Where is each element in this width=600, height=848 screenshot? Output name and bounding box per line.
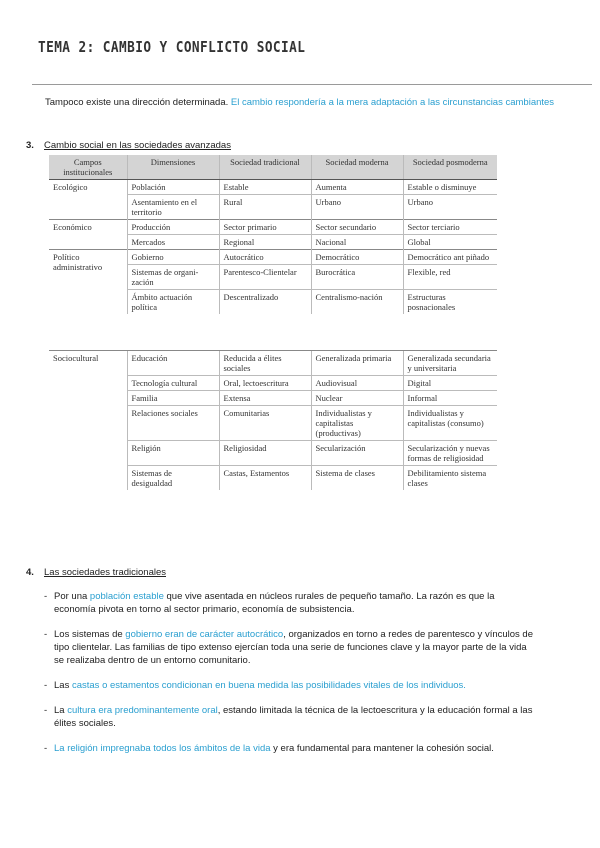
institutional-field-cell: Político administrativo bbox=[49, 250, 127, 315]
table-cell: Regional bbox=[219, 235, 311, 250]
section-3-label: Cambio social en las sociedades avanzadas bbox=[44, 140, 231, 151]
table-cell: Sector terciario bbox=[403, 220, 497, 235]
table-row bbox=[49, 351, 497, 376]
table-cell: Estable bbox=[219, 180, 311, 195]
intro-highlight: El cambio respondería a la mera adaptación a las circunstancias cambiantes bbox=[230, 97, 555, 108]
bullet-item bbox=[44, 704, 534, 730]
table-cell: Global bbox=[403, 235, 497, 250]
bullet-item bbox=[44, 679, 534, 692]
table-cell: Debilitamiento sistema clases bbox=[403, 466, 497, 491]
table-cell: Producción bbox=[127, 220, 219, 235]
institutional-field-cell: Sociocultural bbox=[49, 351, 127, 491]
table-cell: Religiosidad bbox=[219, 441, 311, 466]
table-cell: Aumenta bbox=[311, 180, 403, 195]
institutional-field-cell: Ecológico bbox=[49, 180, 127, 220]
table-cell: Castas, Estamentos bbox=[219, 466, 311, 491]
section-4-label: Las sociedades tradicionales bbox=[44, 567, 166, 578]
bullet-dash: - bbox=[44, 591, 48, 602]
bullet-text-pre: Los sistemas de bbox=[54, 629, 126, 640]
table-header-cell: Dimensiones bbox=[127, 155, 219, 180]
table-cell: Sistemas de desigualdad bbox=[127, 466, 219, 491]
bullet-dash: - bbox=[44, 680, 48, 691]
table-cell: Sector secundario bbox=[311, 220, 403, 235]
bullet-text bbox=[54, 590, 534, 616]
bullet-text-post: que vive asentada en núcleos rurales de pequeño tamaño. La razón es que la economía pivota en torno al sector primario, economía de subsistencia. bbox=[54, 591, 495, 615]
bullet-text bbox=[54, 628, 534, 667]
table-row bbox=[49, 220, 497, 235]
bullet-item bbox=[44, 742, 534, 755]
table-cell: Informal bbox=[403, 391, 497, 406]
bullet-item bbox=[44, 628, 534, 667]
table-row bbox=[49, 250, 497, 265]
bullet-list bbox=[44, 590, 534, 767]
intro-paragraph bbox=[45, 96, 565, 109]
bullet-text-post: , organizados en torno a redes de parentesco y vínculos de tipo clientelar. Las familias de tipo extenso ejercían toda una serie de funciones clave y la mayor parte de la vida se realizaba dentro de un entorno comunitario. bbox=[54, 629, 534, 666]
bullet-text-pre: Por una bbox=[54, 591, 90, 602]
section-4-heading bbox=[26, 567, 166, 578]
table-cell: Tecnología cultural bbox=[127, 376, 219, 391]
table-cell: Sistemas de organi-zación bbox=[127, 265, 219, 290]
bullet-text bbox=[54, 704, 534, 730]
table-institutional-fields bbox=[49, 155, 497, 314]
table-cell: Generalizada primaria bbox=[311, 351, 403, 376]
section-3-heading bbox=[26, 140, 231, 151]
intro-text: Tampoco existe una dirección determinada. bbox=[45, 97, 231, 108]
table-cell: Autocrático bbox=[219, 250, 311, 265]
table-cell: Generalizada secundaria y universitaria bbox=[403, 351, 497, 376]
table-cell: Educación bbox=[127, 351, 219, 376]
table-cell: Audiovisual bbox=[311, 376, 403, 391]
table-cell: Extensa bbox=[219, 391, 311, 406]
table-cell: Gobierno bbox=[127, 250, 219, 265]
bullet-item bbox=[44, 590, 534, 616]
bullet-text-highlight: cultura era predominantemente oral bbox=[67, 705, 218, 716]
table-cell: Familia bbox=[127, 391, 219, 406]
bullet-text-highlight: población estable bbox=[89, 591, 164, 602]
bullet-dash: - bbox=[44, 629, 48, 640]
table-cell: Estable o disminuye bbox=[403, 180, 497, 195]
table-cell: Nacional bbox=[311, 235, 403, 250]
table-cell: Secularización y nuevas formas de religiosidad bbox=[403, 441, 497, 466]
table-cell: Sector primario bbox=[219, 220, 311, 235]
section-3-number: 3. bbox=[26, 140, 34, 151]
table-cell: Individualistas y capitalistas (consumo) bbox=[403, 406, 497, 441]
page-title: TEMA 2: CAMBIO Y CONFLICTO SOCIAL bbox=[38, 38, 306, 56]
table-header-cell: Sociedad posmoderna bbox=[403, 155, 497, 180]
table-cell: Asentamiento en el territorio bbox=[127, 195, 219, 220]
table-header-cell: Campos institucionales bbox=[49, 155, 127, 180]
bullet-text-post: , estando limitada la técnica de la lectoescritura y la educación formal a las élites sociales. bbox=[54, 705, 533, 729]
bullet-text-highlight: La religión impregnaba todos los ámbitos de la vida bbox=[54, 743, 271, 754]
table-cell: Ámbito actuación política bbox=[127, 290, 219, 315]
bullet-text bbox=[54, 742, 494, 755]
table-cell: Reducida a élites sociales bbox=[219, 351, 311, 376]
table-header-cell: Sociedad tradicional bbox=[219, 155, 311, 180]
title-divider bbox=[32, 84, 592, 85]
bullet-text-highlight: castas o estamentos condicionan en buena medida las posibilidades vitales de los individuos. bbox=[71, 680, 466, 691]
bullet-text bbox=[54, 679, 466, 692]
table-cell: Secularización bbox=[311, 441, 403, 466]
table-cell: Individualistas y capitalistas (productivas) bbox=[311, 406, 403, 441]
table-cell: Estructuras posnacionales bbox=[403, 290, 497, 315]
table-cell: Relaciones sociales bbox=[127, 406, 219, 441]
table-sociocultural bbox=[49, 350, 497, 490]
table-cell: Urbano bbox=[311, 195, 403, 220]
table-cell: Parentesco-Clientelar bbox=[219, 265, 311, 290]
bullet-text-pre: Las bbox=[54, 680, 72, 691]
bullet-text-post: y era fundamental para mantener la cohesión social. bbox=[270, 743, 494, 754]
table-cell: Digital bbox=[403, 376, 497, 391]
table-cell: Religión bbox=[127, 441, 219, 466]
table-cell: Comunitarias bbox=[219, 406, 311, 441]
table-cell: Democrático bbox=[311, 250, 403, 265]
table-cell: Nuclear bbox=[311, 391, 403, 406]
bullet-text-pre: La bbox=[54, 705, 68, 716]
table-cell: Centralismo-nación bbox=[311, 290, 403, 315]
table-row bbox=[49, 180, 497, 195]
section-4-number: 4. bbox=[26, 567, 34, 578]
institutional-field-cell: Económico bbox=[49, 220, 127, 250]
table-cell: Urbano bbox=[403, 195, 497, 220]
table-header-cell: Sociedad moderna bbox=[311, 155, 403, 180]
table-cell: Descentralizado bbox=[219, 290, 311, 315]
table-cell: Mercados bbox=[127, 235, 219, 250]
table-cell: Burocrática bbox=[311, 265, 403, 290]
table-cell: Democrático ant piñado bbox=[403, 250, 497, 265]
table-cell: Población bbox=[127, 180, 219, 195]
table-cell: Flexible, red bbox=[403, 265, 497, 290]
table-cell: Rural bbox=[219, 195, 311, 220]
bullet-text-highlight: gobierno eran de carácter autocrático bbox=[125, 629, 284, 640]
bullet-dash: - bbox=[44, 705, 48, 716]
bullet-dash: - bbox=[44, 743, 48, 754]
table-cell: Sistema de clases bbox=[311, 466, 403, 491]
table-cell: Oral, lectoescritura bbox=[219, 376, 311, 391]
